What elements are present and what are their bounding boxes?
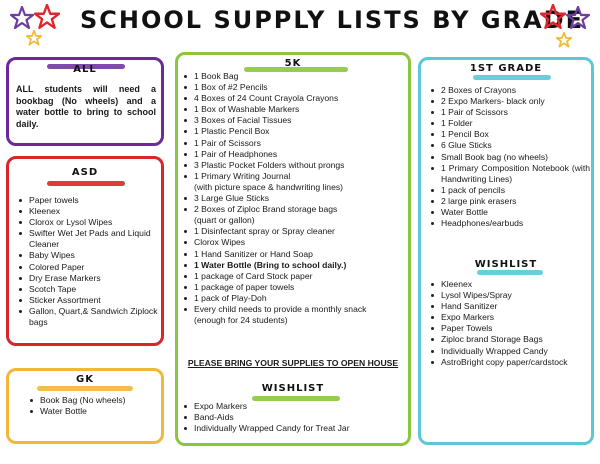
list-item: Small Book bag (no wheels): [430, 152, 590, 163]
asd-list: [18, 195, 162, 328]
star-icon: [26, 30, 42, 46]
open-house-note: PLEASE BRING YOUR SUPPLIES TO OPEN HOUSE: [187, 358, 399, 368]
list-item: Kleenex: [430, 279, 590, 290]
list-item: (with picture space & handwriting lines): [194, 181, 344, 192]
first-grade-list: [430, 85, 590, 229]
asd-title: ASD: [71, 167, 99, 178]
list-item: (enough for 24 students): [194, 315, 288, 326]
list-item: 1 Box of Washable Markers: [183, 104, 409, 115]
list-item: 1 pack of pencils: [430, 185, 590, 196]
list-item: Hand Sanitizer: [430, 301, 590, 312]
list-item: (quart or gallon): [194, 215, 255, 226]
first-grade-title: 1ST GRADE: [469, 63, 543, 74]
fivek-wishlist: [183, 401, 409, 434]
list-item: 2 Expo Markers- black only: [430, 96, 590, 107]
list-item: Individually Wrapped Candy for Treat Jar: [183, 423, 409, 434]
list-item: 1 Water Bottle (Bring to school daily.): [183, 260, 409, 271]
list-item: Colored Paper: [18, 262, 162, 273]
star-icon: [556, 32, 572, 48]
list-item: 1 package of Card Stock paper: [183, 271, 409, 282]
list-item: 1 Pair of Scissors: [430, 107, 590, 118]
list-item: Band-Aids: [183, 412, 409, 423]
list-item: Individually Wrapped Candy: [430, 346, 590, 357]
list-item: 3 Boxes of Facial Tissues: [183, 115, 409, 126]
gk-list: [29, 395, 159, 417]
list-item: Water Bottle: [430, 207, 590, 218]
list-item: Clorox or Lysol Wipes: [18, 217, 162, 228]
list-item: Paper Towels: [430, 323, 590, 334]
list-item: 1 Primary Composition Notebook (with Handwriting Lines): [430, 163, 590, 185]
brush-underline: [477, 270, 543, 275]
list-item: 1 Disinfectant spray or Spray cleaner: [183, 226, 409, 237]
list-item: Book Bag (No wheels): [29, 395, 159, 406]
list-item: 1 pack of Play-Doh: [183, 293, 409, 304]
list-item: Headphones/earbuds: [430, 218, 590, 229]
list-item: Gallon, Quart,& Sandwich Ziplock bags: [18, 306, 162, 328]
all-text: ALL students will need a bookbag (No wheels) and a water bottle to bring to school daily.: [16, 84, 156, 129]
asd-box: [6, 156, 164, 346]
list-item: 1 package of paper towels: [183, 282, 409, 293]
first-grade-wishlist-title: WISHLIST: [474, 259, 538, 270]
list-item: 1 Folder: [430, 118, 590, 129]
list-item: 1 Hand Sanitizer or Hand Soap: [183, 249, 409, 260]
list-item: Baby Wipes: [18, 250, 162, 261]
list-item: Water Bottle: [29, 406, 159, 417]
list-item: 6 Glue Sticks: [430, 140, 590, 151]
brush-underline: [37, 386, 133, 391]
list-item: Clorox Wipes: [183, 237, 409, 248]
list-item: 2 Boxes of Crayons: [430, 85, 590, 96]
fivek-box: [175, 52, 411, 446]
list-item: 3 Large Glue Sticks: [183, 193, 409, 204]
fivek-list: [183, 71, 409, 326]
list-item: 1 Pair of Scissors: [183, 138, 409, 149]
list-item: Scotch Tape: [18, 284, 162, 295]
fivek-title: 5K: [284, 58, 302, 69]
list-item: AstroBright copy paper/cardstock: [430, 357, 590, 368]
list-item: Kleenex: [18, 206, 162, 217]
list-item: 1 Pencil Box: [430, 129, 590, 140]
gk-title: GK: [76, 374, 94, 385]
list-item: 1 Box of #2 Pencils: [183, 82, 409, 93]
all-title: ALL: [73, 64, 97, 75]
list-item: Dry Erase Markers: [18, 273, 162, 284]
list-item: Swifter Wet Jet Pads and Liquid Cleaner: [18, 228, 162, 250]
list-item: Expo Markers: [183, 401, 409, 412]
list-item: Sticker Assortment: [18, 295, 162, 306]
list-item: Lysol Wipes/Spray: [430, 290, 590, 301]
list-item: 1 Plastic Pencil Box: [183, 126, 409, 137]
list-item: Paper towels: [18, 195, 162, 206]
brush-underline: [47, 181, 125, 186]
list-item: Expo Markers: [430, 312, 590, 323]
first-grade-wishlist: [430, 279, 590, 368]
list-item: 2 Boxes of Ziploc Brand storage bags: [183, 204, 409, 215]
list-item: Ziploc brand Storage Bags: [430, 334, 590, 345]
star-icon: [34, 4, 60, 30]
list-item: Every child needs to provide a monthly snack: [183, 304, 409, 315]
page-title: SCHOOL SUPPLY LISTS BY GRADE: [80, 6, 584, 34]
star-icon: [10, 6, 34, 30]
all-box: [6, 57, 164, 146]
gk-box: [6, 368, 164, 444]
list-item: 3 Plastic Pocket Folders without prongs: [183, 160, 409, 171]
list-item: 1 Book Bag: [183, 71, 409, 82]
star-icon: [566, 6, 590, 30]
star-icon: [540, 4, 566, 30]
list-item: 1 Primary Writing Journal: [183, 171, 409, 182]
list-item: 2 large pink erasers: [430, 196, 590, 207]
first-grade-box: [418, 57, 594, 445]
brush-underline: [473, 75, 551, 80]
fivek-wishlist-title: WISHLIST: [261, 383, 325, 394]
list-item: 4 Boxes of 24 Count Crayola Crayons: [183, 93, 409, 104]
list-item: 1 Pair of Headphones: [183, 149, 409, 160]
